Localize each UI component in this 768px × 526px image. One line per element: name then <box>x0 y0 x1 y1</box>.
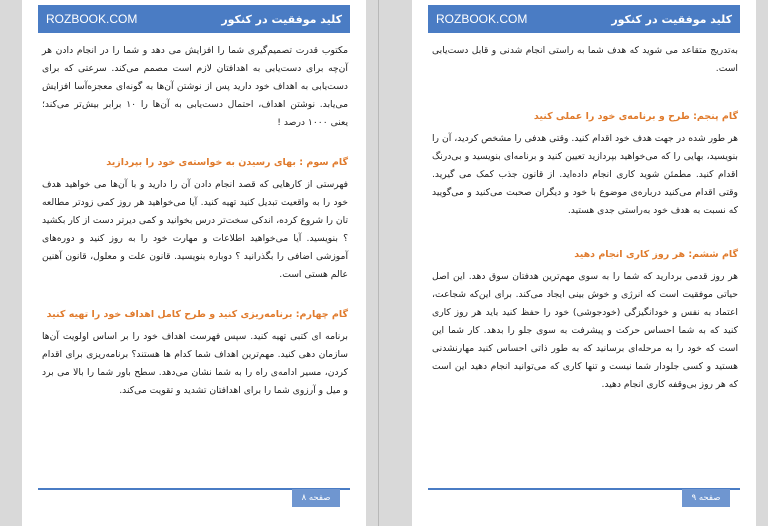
paragraph: هر طور شده در جهت هدف خود اقدام کنید. وقتی هدفی را مشخص کردید، آن را بنویسید، بهایی را که می‌خواهید بپردازید تعیین کنید و برنامه‌ای بنویسید و بی‌درنگ اقدام کنید. مطمئن شوید کاری انجام داده‌اید. از قانون جذب کمک می گیرید. وقتی اقدام می‌کنید درباره‌ی موضوع با خود و دیگران صحبت می‌کنید و می‌گویید که نسبت به هدف خود به‌راستی جدی هستید. <box>432 133 738 216</box>
paragraph: هر روز قدمی بردارید که شما را به سوی مهم‌ترین هدفتان سوق دهد. این اصل حیاتی موفقیت است که انرژی و خوش بینی ایجاد می‌کند. برای این‌که شجاعت، اعتماد به نفس و خودانگیزگی (خودجوشی) خود را حفظ کنید باید هر روز کاری کنید که به شما احساس حرکت و پیشرفت به سوی جلو را بدهد. کار شما این است که خود را به مرحله‌ای برسانید که به طور ذاتی احساس کنید مهارنشدنی هستید و کسی جلودار شما نیست و تنها کاری که می‌توانید انجام دهید این است که هر روز بی‌وقفه کاری انجام دهید. <box>432 271 738 390</box>
page-number: صفحه ۹ <box>682 489 730 507</box>
book-spine <box>378 0 379 526</box>
paragraph: به‌تدریج متقاعد می شوید که هدف شما به راستی انجام شدنی و قابل دست‌یابی است. <box>432 45 738 74</box>
paragraph: فهرستی از کارهایی که قصد انجام دادن آن را دارید و با آن‌ها می خواهید هدف خود را به واقعیت تبدیل کنید تهیه کنید. آیا می‌خواهید هر روز کمی زودتر مطالعه تان را شروع کرده، اندکی سخت‌تر درس بخوانید و کمی دیرتر دست از کار بکشید ؟ بنویسید. آیا می‌خواهید اطلاعات و مهارت خود را به روز کنید و دوره‌های آموزشی اضافی را بگذرانید ؟ دوباره بنویسید. قانون علت و معلول، قانون آهنین عالم هستی است. <box>42 179 348 280</box>
paragraph: برنامه ای کتبی تهیه کنید. سپس فهرست اهداف خود را بر اساس اولویت آن‌ها سازمان دهی کنید. مهم‌ترین اهداف شما کدام ها هستند؟ برنامه‌ریزی برای اقدام کردن، مسیر ادامه‌ی راه را به شما نشان می‌دهد. سطح باور شما را بالا می برد و میل و آرزوی شما را برای اهدافتان تشدید و تقویت می‌کند. <box>42 331 348 396</box>
section-heading: گام پنجم: طرح و برنامه‌ی خود را عملی کنید <box>533 111 738 122</box>
book-title: کلید موفقیت در کنکور <box>611 12 732 26</box>
left-page <box>22 0 366 526</box>
site-name: ROZBOOK.COM <box>46 12 138 26</box>
page-header <box>38 5 350 33</box>
section-heading: گام سوم : بهای رسیدن به خواسته‌ی خود را بپردازید <box>106 157 348 168</box>
section-heading: گام ششم: هر روز کاری انجام دهید <box>574 249 738 260</box>
page-number: صفحه ۸ <box>292 489 340 507</box>
right-page <box>412 0 756 526</box>
page-content <box>432 42 738 394</box>
section-heading: گام چهارم: برنامه‌ریزی کنید و طرح کامل اهداف خود را تهیه کنید <box>46 309 348 320</box>
page-content <box>42 42 348 400</box>
page-header <box>428 5 740 33</box>
book-title: کلید موفقیت در کنکور <box>221 12 342 26</box>
paragraph: مکتوب قدرت تصمیم‌گیری شما را افزایش می دهد و شما را در انجام دادن هر آن‌چه برای دست‌یابی به اهدافتان لازم است مصمم می‌کند. سرعتی که برای دست‌یابی به اهداف خود دارید پس از نوشتن آن‌ها به گونه‌ای معجزه‌آسا افزایش می‌یابد. نوشتن اهداف، احتمال دست‌یابی به آن‌ها را ۱۰ برابر بیش‌تر می‌کند؛ یعنی ۱۰۰۰ درصد ! <box>42 45 348 128</box>
site-name: ROZBOOK.COM <box>436 12 528 26</box>
